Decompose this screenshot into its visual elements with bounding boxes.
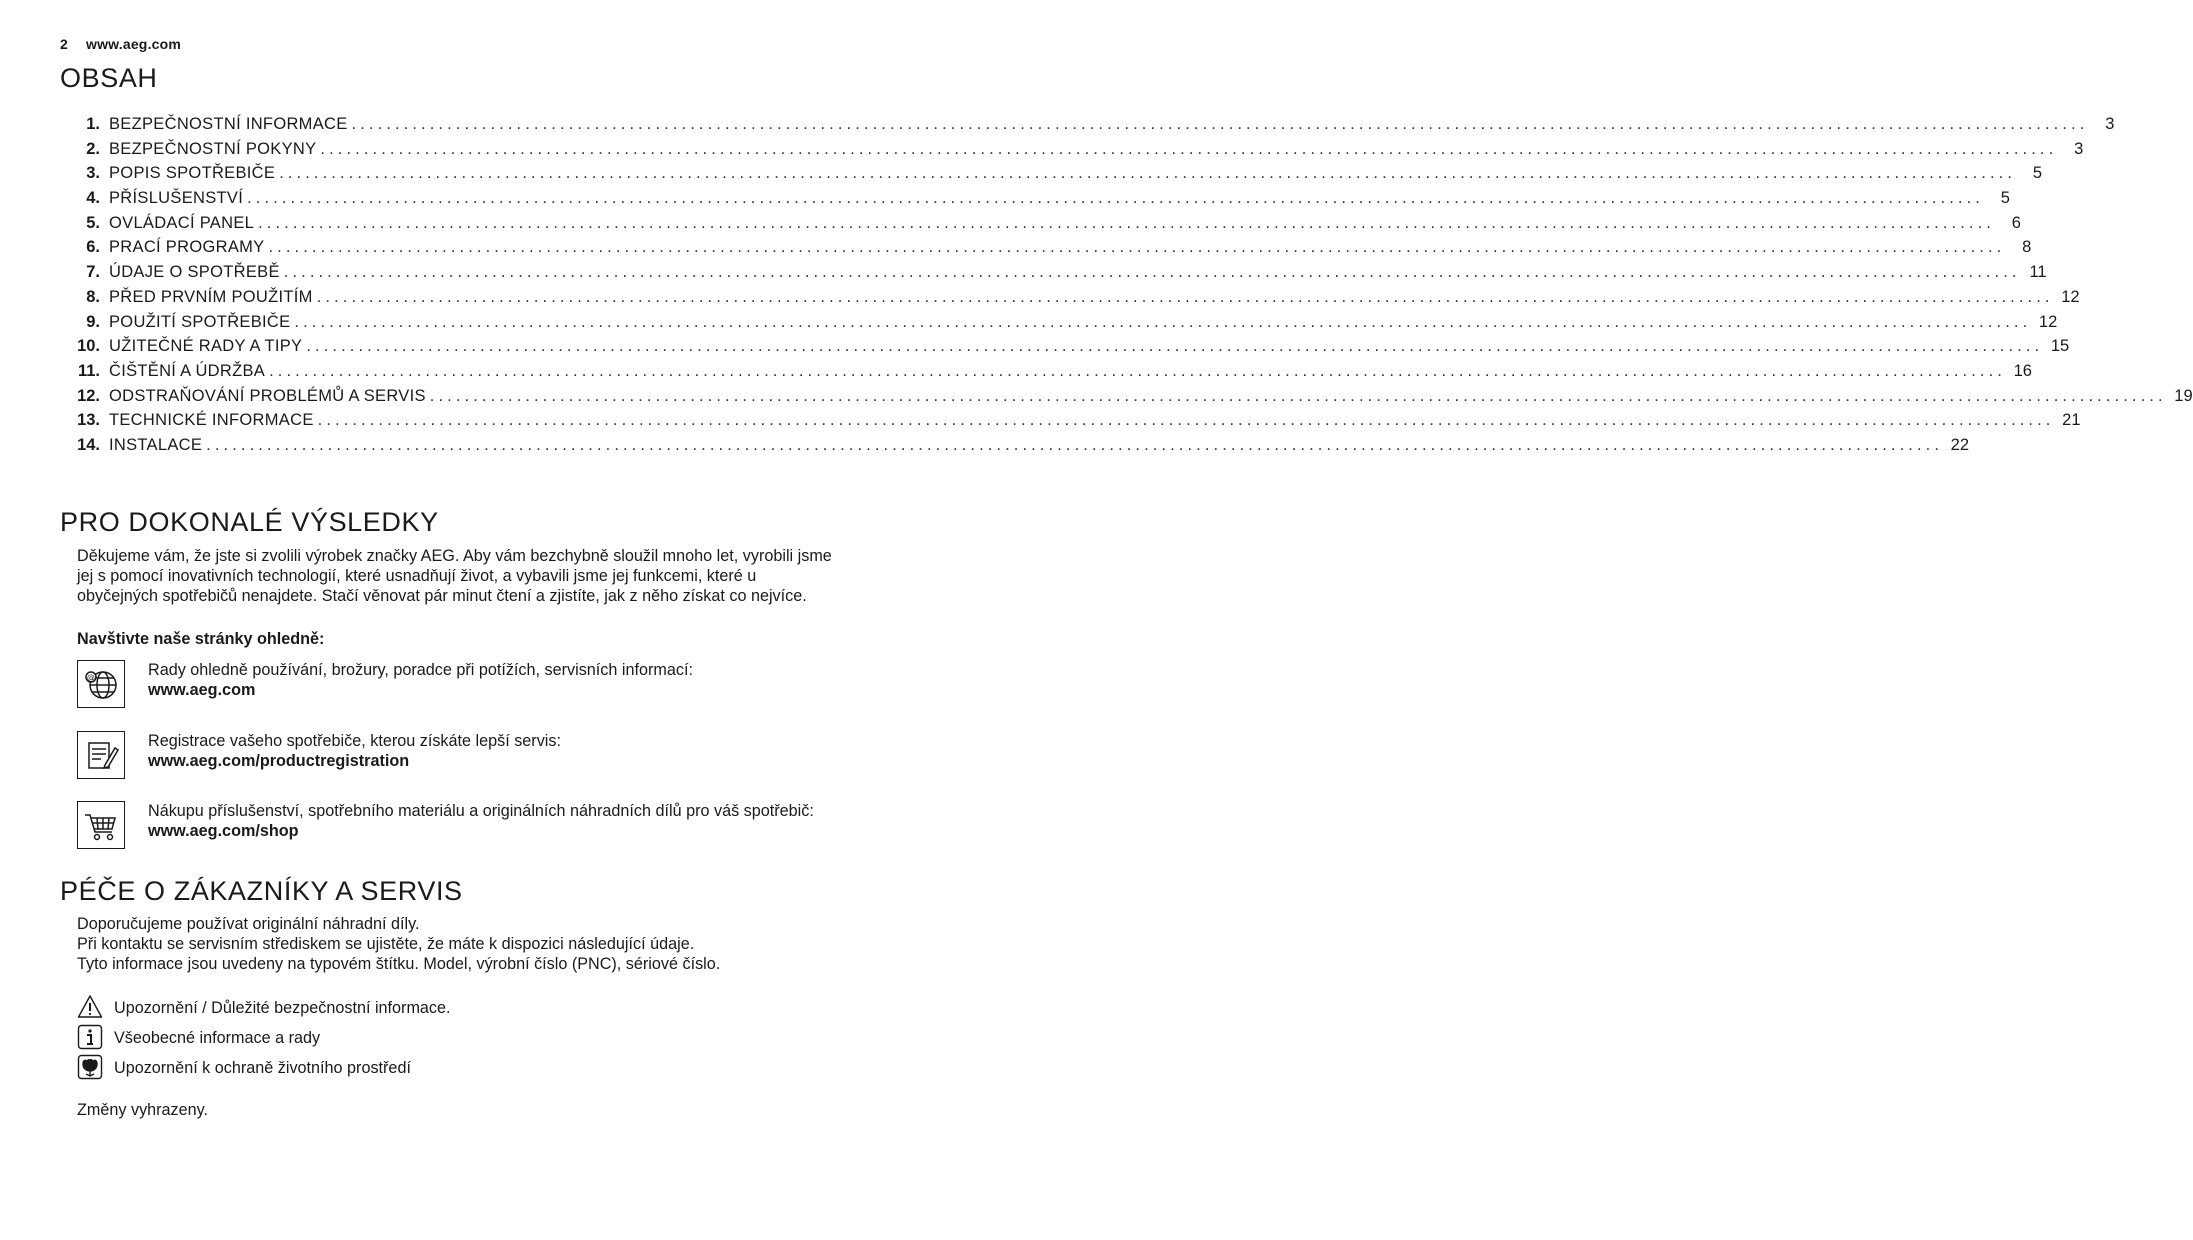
results-title: PRO DOKONALÉ VÝSLEDKY [60, 507, 439, 537]
toc-item[interactable] [72, 433, 1970, 458]
toc-page-number: 5 [2032, 164, 2043, 183]
toc-item[interactable] [72, 260, 2047, 285]
toc-leader-dots: ........................................................................................................................................................................................................ [320, 139, 2058, 158]
link-url-shop[interactable]: www.aeg.com/shop [148, 822, 299, 840]
link-text-shop: Nákupu příslušenství, spotřebního materiálu a originálních náhradních dílů pro váš spotřebič: [148, 802, 814, 820]
toc-label: POPIS SPOTŘEBIČE [109, 164, 276, 183]
link-description [148, 660, 838, 700]
link-url-registration[interactable]: www.aeg.com/productregistration [148, 752, 410, 770]
toc-label: ODSTRAŇOVÁNÍ PROBLÉMŮ A SERVIS [109, 386, 426, 405]
toc-leader-dots: ........................................................................................................................................................................................................ [279, 164, 2017, 183]
toc-leader-dots: ........................................................................................................................................................................................................ [351, 115, 2089, 133]
toc-page-number: 3 [2074, 139, 2084, 158]
toc-page-number: 11 [2029, 263, 2047, 282]
toc-item[interactable] [72, 112, 2115, 137]
toc-label: INSTALACE [109, 435, 203, 454]
toc-number: 8. [86, 287, 100, 306]
toc-label: BEZPEČNOSTNÍ INFORMACE [109, 115, 348, 133]
link-url-website[interactable]: www.aeg.com [148, 681, 256, 699]
toc-item[interactable] [72, 137, 2084, 162]
toc-number: 3. [86, 164, 100, 183]
toc-label: TECHNICKÉ INFORMACE [109, 411, 314, 430]
care-paragraph [77, 914, 837, 974]
header-site[interactable]: www.aeg.com [86, 36, 182, 52]
toc-title: OBSAH [60, 63, 158, 93]
toc-number: 7. [86, 263, 100, 282]
toc-label: UŽITEČNÉ RADY A TIPY [109, 337, 303, 356]
toc-number: 4. [86, 189, 100, 208]
toc-item[interactable] [72, 408, 2081, 433]
environment-icon [77, 1054, 103, 1080]
toc-page-number: 5 [2000, 189, 2010, 208]
toc-leader-dots: ........................................................................................................................................................................................................ [247, 189, 1984, 208]
link-text-website: Rady ohledně používání, brožury, poradce při potížích, servisních informací: [148, 661, 693, 679]
toc-leader-dots: ........................................................................................................................................................................................................ [283, 263, 2021, 282]
page-header [60, 36, 181, 52]
care-line: Tyto informace jsou uvedeny na typovém štítku. Model, výrobní číslo (PNC), sériové číslo. [77, 955, 721, 973]
toc-leader-dots: ........................................................................................................................................................................................................ [316, 287, 2054, 306]
toc-leader-dots: ........................................................................................................................................................................................................ [294, 312, 2032, 331]
toc-number: 10. [77, 337, 100, 356]
toc-item[interactable] [72, 186, 2010, 211]
toc-number: 11. [77, 361, 100, 380]
toc-item[interactable] [72, 285, 2080, 310]
toc-label: OVLÁDACÍ PANEL [109, 213, 255, 232]
toc-leader-dots: ........................................................................................................................................................................................................ [306, 337, 2044, 356]
toc-page-number: 12 [2061, 287, 2080, 306]
toc-number: 6. [86, 238, 100, 257]
toc-leader-dots: ........................................................................................................................................................................................................ [429, 386, 2167, 405]
table-of-contents [72, 112, 2193, 458]
toc-label: ÚDAJE O SPOTŘEBĚ [109, 263, 280, 282]
changes-note: Změny vyhrazeny. [77, 1101, 209, 1119]
legend-text: Upozornění k ochraně životního prostředí [114, 1059, 411, 1077]
toc-number: 5. [86, 213, 100, 232]
toc-leader-dots: ........................................................................................................................................................................................................ [268, 238, 2006, 257]
toc-number: 1. [86, 115, 100, 133]
shopping-cart-icon [77, 801, 125, 849]
toc-label: BEZPEČNOSTNÍ POKYNY [109, 139, 317, 158]
toc-page-number: 16 [2013, 361, 2032, 380]
toc-label: PŘED PRVNÍM POUŽITÍM [109, 287, 313, 306]
page-number: 2 [60, 36, 68, 52]
visit-heading: Navštivte naše stránky ohledně: [77, 630, 325, 648]
globe-icon [77, 660, 125, 708]
svg-text:@: @ [87, 673, 95, 682]
toc-page-number: 3 [2105, 115, 2115, 133]
toc-number: 12. [77, 386, 100, 405]
registration-form-icon [77, 731, 125, 779]
toc-page-number: 8 [2022, 238, 2032, 257]
toc-label: POUŽITÍ SPOTŘEBIČE [109, 312, 291, 331]
care-title: PÉČE O ZÁKAZNÍKY A SERVIS [60, 876, 463, 906]
toc-number: 14. [77, 435, 100, 454]
toc-page-number: 22 [1950, 435, 1970, 454]
toc-item[interactable] [72, 161, 2043, 186]
toc-leader-dots: ........................................................................................................................................................................................................ [269, 361, 2006, 380]
toc-leader-dots: ........................................................................................................................................................................................................ [317, 411, 2055, 430]
toc-label: PRACÍ PROGRAMY [109, 238, 265, 257]
care-line: Doporučujeme používat originální náhradní díly. [77, 915, 420, 933]
toc-item[interactable] [72, 384, 2193, 409]
warning-icon [77, 994, 103, 1020]
legend-text: Upozornění / Důležité bezpečnostní informace. [114, 999, 451, 1017]
toc-page-number: 15 [2050, 337, 2070, 356]
toc-page-number: 19 [2174, 386, 2193, 405]
intro-paragraph: Děkujeme vám, že jste si zvolili výrobek značky AEG. Aby vám bezchybně sloužil mnoho let, vyrobili jsme jej s pomocí inovativních technologií, které usnadňují život, a vybavili jsme jej funkcemi, které u obyčejných spotřebičů nenajdete. Stačí věnovat pár minut čtení a zjistíte, jak z něho získat co nejvíce. [77, 547, 832, 605]
care-line: Při kontaktu se servisním střediskem se ujistěte, že máte k dispozici následující údaje. [77, 935, 695, 953]
toc-item[interactable] [72, 211, 2021, 236]
toc-label: ČIŠTĚNÍ A ÚDRŽBA [109, 361, 266, 380]
toc-number: 2. [86, 139, 100, 158]
toc-number: 9. [86, 312, 100, 331]
legend-text: Všeobecné informace a rady [114, 1029, 321, 1047]
link-description [148, 731, 838, 771]
toc-leader-dots: ........................................................................................................................................................................................................ [258, 213, 1995, 232]
info-icon [77, 1024, 103, 1050]
link-text-registration: Registrace vašeho spotřebiče, kterou získáte lepší servis: [148, 732, 561, 750]
toc-page-number: 6 [2011, 213, 2021, 232]
toc-item[interactable] [72, 334, 2070, 359]
toc-item[interactable] [72, 359, 2032, 384]
toc-item[interactable] [72, 235, 2032, 260]
link-description [148, 801, 838, 841]
toc-leader-dots: ........................................................................................................................................................................................................ [206, 435, 1944, 454]
toc-item[interactable] [72, 310, 2058, 335]
toc-label: PŘÍSLUŠENSTVÍ [109, 189, 244, 208]
toc-page-number: 12 [2038, 312, 2058, 331]
toc-number: 13. [77, 411, 100, 430]
toc-page-number: 21 [2062, 411, 2081, 430]
